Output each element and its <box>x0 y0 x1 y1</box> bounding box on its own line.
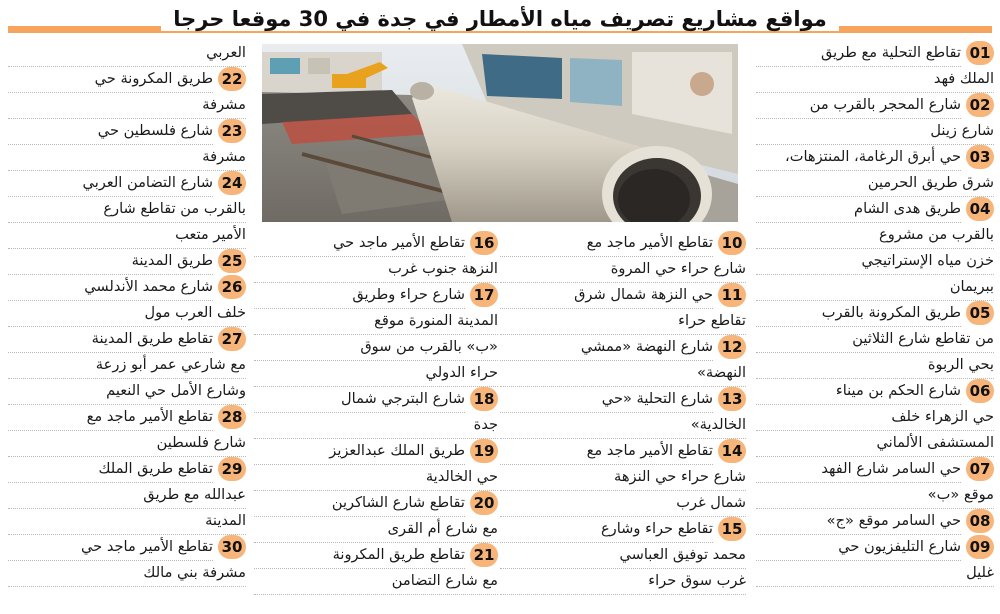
location-line <box>8 248 246 274</box>
location-text: شارع فلسطين <box>8 430 246 457</box>
location-number-badge: 07 <box>966 457 994 481</box>
location-text: حي الزهراء خلف <box>756 404 994 431</box>
location-number-badge: 16 <box>470 231 498 255</box>
location-text: مع شارعي عمر أبو زرعة <box>8 352 246 379</box>
location-text: الأمير متعب <box>8 222 246 249</box>
location-line <box>500 282 746 308</box>
location-text: «ب» بالقرب من سوق <box>254 334 498 361</box>
location-number-badge: 27 <box>218 327 246 351</box>
location-line <box>500 386 746 412</box>
location-line <box>756 534 994 560</box>
location-text: المستشفى الألماني <box>756 430 994 457</box>
location-item <box>756 300 994 378</box>
location-number-badge: 19 <box>470 439 498 463</box>
location-item <box>500 230 746 282</box>
location-number-badge: 12 <box>718 335 746 359</box>
location-line <box>500 438 746 464</box>
location-text: غرب سوق حراء <box>500 568 746 595</box>
construction-drainage-pipe-photo <box>262 44 738 222</box>
location-text: تقاطع حراء وشارع <box>500 516 713 543</box>
location-item <box>8 534 246 586</box>
location-line <box>254 360 498 386</box>
location-number-badge: 11 <box>718 283 746 307</box>
location-text: بالقرب من مشروع <box>756 222 994 249</box>
location-item <box>254 230 498 282</box>
location-number-badge: 08 <box>966 509 994 533</box>
location-line <box>8 92 246 118</box>
location-number-badge: 21 <box>470 543 498 567</box>
location-text: خلف العرب مول <box>8 300 246 327</box>
location-text: العربي <box>8 40 246 67</box>
location-number-badge: 01 <box>966 41 994 65</box>
location-line <box>8 40 246 66</box>
location-text: شارع حراء حي النزهة <box>500 464 746 491</box>
location-line <box>8 534 246 560</box>
location-line <box>756 352 994 378</box>
location-text: بالقرب من تقاطع شارع <box>8 196 246 223</box>
location-line <box>8 222 246 248</box>
location-text: شارع التحلية «حي <box>500 386 713 413</box>
location-line <box>8 326 246 352</box>
location-item <box>756 144 994 196</box>
location-number-badge: 26 <box>218 275 246 299</box>
location-line <box>500 256 746 282</box>
location-item <box>756 92 994 144</box>
location-number-badge: 02 <box>966 93 994 117</box>
location-item <box>8 40 246 66</box>
location-item <box>8 456 246 534</box>
location-text: شارع التليفزيون حي <box>756 534 961 561</box>
location-text: شارع حراء وطريق <box>254 282 465 309</box>
location-line <box>8 456 246 482</box>
location-line <box>254 282 498 308</box>
location-line <box>500 490 746 516</box>
location-number-badge: 09 <box>966 535 994 559</box>
location-text: شارع زينل <box>756 118 994 145</box>
location-line <box>756 456 994 482</box>
location-item <box>756 534 994 586</box>
location-line <box>756 482 994 508</box>
location-line <box>8 66 246 92</box>
location-text: مشرفة <box>8 144 246 171</box>
location-text: الملك فهد <box>756 66 994 93</box>
location-text: شارع محمد الأندلسي <box>8 274 213 301</box>
location-number-badge: 06 <box>966 379 994 403</box>
location-line <box>756 404 994 430</box>
location-text: تقاطع الأمير ماجد حي <box>254 230 465 257</box>
location-item <box>254 282 498 386</box>
location-line <box>500 464 746 490</box>
location-line <box>8 508 246 534</box>
location-line <box>254 516 498 542</box>
location-text: تقاطع طريق الملك <box>8 456 213 483</box>
location-item <box>500 386 746 438</box>
location-line <box>500 360 746 386</box>
location-number-badge: 17 <box>470 283 498 307</box>
location-number-badge: 23 <box>218 119 246 143</box>
location-line <box>8 352 246 378</box>
location-line <box>756 196 994 222</box>
location-number-badge: 04 <box>966 197 994 221</box>
location-text: طريق المكرونة حي <box>8 66 213 93</box>
location-line <box>8 560 246 586</box>
location-text: شمال غرب <box>500 490 746 517</box>
location-number-badge: 14 <box>718 439 746 463</box>
location-text: مع شارع التضامن <box>254 568 498 595</box>
location-line <box>756 170 994 196</box>
location-item <box>8 66 246 118</box>
location-line <box>8 118 246 144</box>
location-item <box>8 118 246 170</box>
location-item <box>500 438 746 516</box>
location-line <box>254 542 498 568</box>
location-text: تقاطع التحلية مع طريق <box>756 40 961 67</box>
location-text: شرق طريق الحرمين <box>756 170 994 197</box>
column-1 <box>756 40 994 586</box>
location-line <box>254 334 498 360</box>
location-text: شارع البترجي شمال <box>254 386 465 413</box>
location-item <box>500 516 746 594</box>
location-line <box>254 490 498 516</box>
location-line <box>254 308 498 334</box>
location-line <box>254 386 498 412</box>
location-text: جدة <box>254 412 498 439</box>
location-line <box>8 144 246 170</box>
location-text: تقاطع شارع الشاكرين <box>254 490 465 517</box>
location-line <box>8 378 246 404</box>
column-2 <box>500 230 746 594</box>
location-line <box>500 230 746 256</box>
location-number-badge: 20 <box>470 491 498 515</box>
location-item <box>254 386 498 438</box>
location-line <box>254 256 498 282</box>
location-line <box>8 430 246 456</box>
location-text: شارع المحجر بالقرب من <box>756 92 961 119</box>
location-item <box>756 508 994 534</box>
location-text: المدينة <box>8 508 246 535</box>
location-line <box>756 222 994 248</box>
location-text: بحي الربوة <box>756 352 994 379</box>
location-line <box>756 326 994 352</box>
location-number-badge: 29 <box>218 457 246 481</box>
location-line <box>756 430 994 456</box>
location-item <box>254 542 498 594</box>
location-item <box>8 170 246 248</box>
page-title: مواقع مشاريع تصريف مياه الأمطار في جدة في 30 موقعا حرجا <box>161 7 839 31</box>
location-number-badge: 28 <box>218 405 246 429</box>
location-line <box>254 464 498 490</box>
column-4 <box>8 40 246 586</box>
location-item <box>8 326 246 404</box>
location-text: طريق الملك عبدالعزيز <box>254 438 465 465</box>
location-item <box>8 404 246 456</box>
location-text: وشارع الأمل حي النعيم <box>8 378 246 405</box>
location-number-badge: 05 <box>966 301 994 325</box>
location-line <box>756 118 994 144</box>
location-line <box>756 248 994 274</box>
location-item <box>8 274 246 326</box>
location-number-badge: 03 <box>966 145 994 169</box>
location-line <box>254 438 498 464</box>
location-item <box>756 456 994 508</box>
location-text: موقع «ب» <box>756 482 994 509</box>
location-text: حي السامر موقع «ج» <box>756 508 961 535</box>
location-text: النزهة جنوب غرب <box>254 256 498 283</box>
location-line <box>756 274 994 300</box>
location-text: عبدالله مع طريق <box>8 482 246 509</box>
location-line <box>500 334 746 360</box>
location-line <box>756 40 994 66</box>
location-text: طريق هدى الشام <box>756 196 961 223</box>
location-text: تقاطع حراء <box>500 308 746 335</box>
location-line <box>8 170 246 196</box>
location-number-badge: 15 <box>718 517 746 541</box>
location-line <box>8 196 246 222</box>
location-text: محمد توفيق العباسي <box>500 542 746 569</box>
location-item <box>8 248 246 274</box>
location-text: تقاطع الأمير ماجد مع <box>8 404 213 431</box>
location-text: مع شارع أم القرى <box>254 516 498 543</box>
location-text: شارع التضامن العربي <box>8 170 213 197</box>
location-line <box>8 482 246 508</box>
location-text: ببريمان <box>756 274 994 301</box>
location-text: تقاطع طريق المدينة <box>8 326 213 353</box>
location-line <box>500 308 746 334</box>
location-line <box>8 300 246 326</box>
location-line <box>756 144 994 170</box>
location-item <box>254 438 498 490</box>
location-text: تقاطع الأمير ماجد مع <box>500 438 713 465</box>
location-line <box>756 560 994 586</box>
location-line <box>254 230 498 256</box>
location-text: حي أبرق الرغامة، المنتزهات، <box>756 144 961 171</box>
location-number-badge: 25 <box>218 249 246 273</box>
location-line <box>756 378 994 404</box>
location-line <box>500 412 746 438</box>
location-text: من تقاطع شارع الثلاثين <box>756 326 994 353</box>
location-item <box>756 378 994 456</box>
location-text: حي النزهة شمال شرق <box>500 282 713 309</box>
location-text: الخالدية» <box>500 412 746 439</box>
location-line <box>8 404 246 430</box>
location-text: خزن مياه الإستراتيجي <box>756 248 994 275</box>
location-text: حي السامر شارع الفهد <box>756 456 961 483</box>
location-text: تقاطع الأمير ماجد حي <box>8 534 213 561</box>
location-item <box>756 40 994 92</box>
location-line <box>756 66 994 92</box>
location-text: شارع الحكم بن ميناء <box>756 378 961 405</box>
location-number-badge: 13 <box>718 387 746 411</box>
location-item <box>500 334 746 386</box>
location-text: حراء الدولي <box>254 360 498 387</box>
location-line <box>8 274 246 300</box>
location-text: طريق المدينة <box>8 248 213 275</box>
location-text: مشرفة <box>8 92 246 119</box>
location-line <box>756 508 994 534</box>
location-item <box>756 196 994 300</box>
location-text: شارع فلسطين حي <box>8 118 213 145</box>
location-line <box>756 92 994 118</box>
location-text: النهضة» <box>500 360 746 387</box>
location-line <box>500 568 746 594</box>
location-number-badge: 24 <box>218 171 246 195</box>
title-bar <box>0 6 1000 32</box>
location-text: تقاطع طريق المكرونة <box>254 542 465 569</box>
location-text: غليل <box>756 560 994 587</box>
location-number-badge: 18 <box>470 387 498 411</box>
location-text: مشرفة بني مالك <box>8 560 246 587</box>
location-item <box>500 282 746 334</box>
column-3 <box>254 230 498 594</box>
location-line <box>500 542 746 568</box>
location-item <box>254 490 498 542</box>
location-text: المدينة المنورة موقع <box>254 308 498 335</box>
location-line <box>254 412 498 438</box>
location-number-badge: 22 <box>218 67 246 91</box>
location-number-badge: 30 <box>218 535 246 559</box>
location-number-badge: 10 <box>718 231 746 255</box>
location-line <box>756 300 994 326</box>
location-text: شارع النهضة «ممشي <box>500 334 713 361</box>
location-line <box>500 516 746 542</box>
location-text: حي الخالدية <box>254 464 498 491</box>
location-text: طريق المكرونة بالقرب <box>756 300 961 327</box>
location-text: تقاطع الأمير ماجد مع <box>500 230 713 257</box>
location-text: شارع حراء حي المروة <box>500 256 746 283</box>
location-line <box>254 568 498 594</box>
